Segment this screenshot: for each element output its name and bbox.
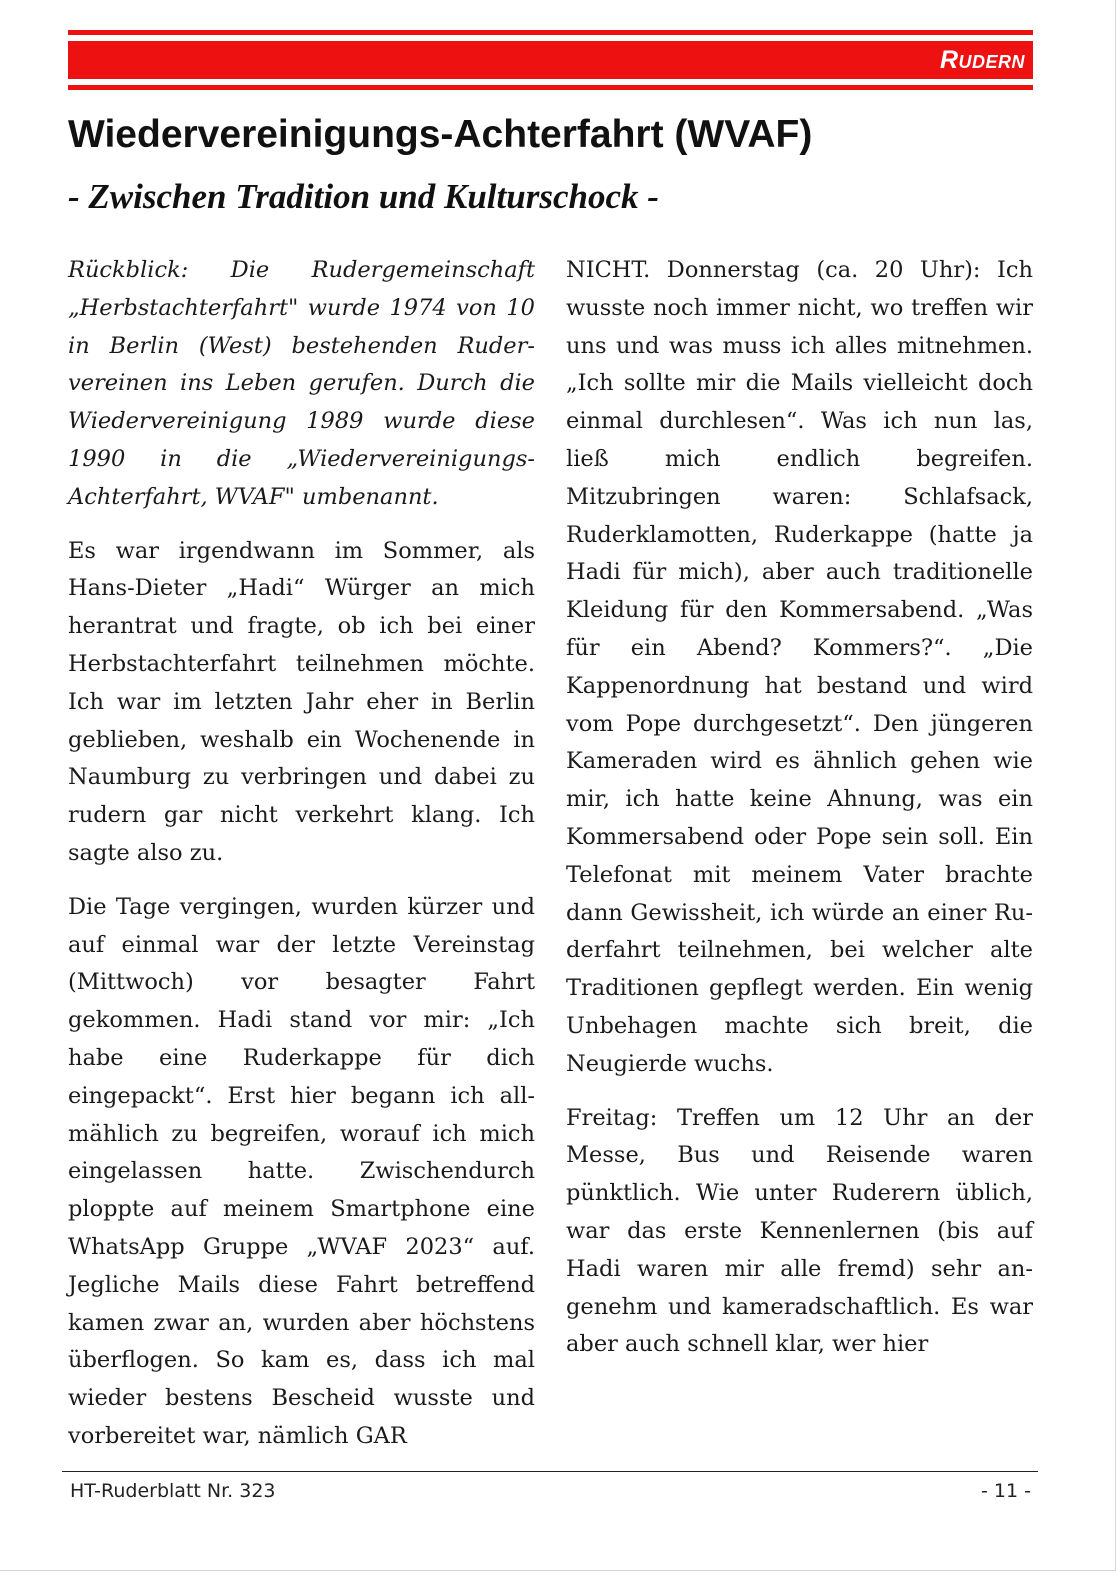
section-label: Rudern: [939, 46, 1025, 74]
footer-publication: HT-Ruderblatt Nr. 323: [70, 1480, 276, 1502]
text-column-left: [68, 252, 535, 1472]
text-column-right: [566, 252, 1033, 1380]
article-subtitle: - Zwischen Tradition und Kulturschock -: [68, 177, 659, 216]
header-rule-top: [68, 30, 1033, 35]
footer-rule: [62, 1471, 1038, 1472]
body-paragraph-2-part-1: Die Tage vergingen, wurden kürzer und auf einmal war der letzte Vereinstag (Mittwoch) vor besagter Fahrt gekommen. Hadi stand vor mir: „Ich habe eine Ruderkappe für dich eingepackt“. Erst hier begann ich allmählich zu begreifen, worauf ich mich eingelassen hatte. Zwischendurch ploppte auf meinem Smartphone eine WhatsApp Gruppe „WVAF 2023“ auf. Jegliche Mails diese Fahrt betreffend kamen zwar an, wurden aber höchstens überflogen. So kam es, dass ich mal wieder bestens Bescheid wusste und vorbereitet war, nämlich GAR: [68, 893, 535, 1449]
section-header-band: [68, 41, 1033, 79]
body-paragraph-3: Freitag: Treffen um 12 Uhr an der Messe, Bus und Reisende waren pünktlich. Wie unter Ruderern üblich, war das erste Kennenlernen (bis auf Hadi waren mir alle fremd) sehr angenehm und kameradschaftlich. Es war aber auch schnell klar, wer hier: [566, 1104, 1033, 1358]
header-rule-bottom: [68, 85, 1033, 90]
body-paragraph-1: Es war irgendwann im Sommer, als Hans-Dieter „Hadi“ Würger an mich herantrat und fragte, ob ich bei einer Herbstachterfahrt teilnehmen möchte. Ich war im letzten Jahr eher in Berlin geblieben, weshalb ein Wochenende in Naumburg zu verbringen und dabei zu rudern gar nicht verkehrt klang. Ich sagte also zu.: [68, 537, 535, 866]
intro-paragraph: Rückblick: Die Rudergemeinschaft „Herbstachterfahrt" wurde 1974 von 10 in Berlin (West) bestehenden Rudervereinen ins Leben gerufen. Durch die Wiedervereinigung 1989 wurde diese 1990 in die „Wiedervereinigungs-Achterfahrt, WVAF" umbenannt.: [68, 257, 535, 510]
body-paragraph-2-part-2: NICHT. Donnerstag (ca. 20 Uhr): Ich wusste noch immer nicht, wo treffen wir uns und was muss ich alles mitnehmen. „Ich sollte mir die Mails vielleicht doch einmal durchlesen“. Was ich nun las, ließ mich endlich begreifen. Mitzubringen waren: Schlafsack, Ruderklamotten, Ruderkappe (hatte ja Hadi für mich), aber auch traditionelle Kleidung für den Kommersabend. „Was für ein Abend? Kommers?“. „Die Kappenordnung hat bestand und wird vom Pope durchgesetzt“. Den jüngeren Kameraden wird es ähnlich gehen wie mir, ich hatte keine Ahnung, was ein Kommersabend oder Pope sein soll. Ein Telefonat mit meinem Vater brachte dann Gewissheit, ich würde an einer Ruderfahrt teilnehmen, bei welcher alte Traditionen gepflegt werden. Ein wenig Unbehagen machte sich breit, die Neugierde wuchs.: [566, 257, 1033, 1077]
article-title: Wiedervereinigungs-Achterfahrt (WVAF): [68, 113, 813, 156]
footer-page-number: - 11 -: [981, 1480, 1031, 1502]
